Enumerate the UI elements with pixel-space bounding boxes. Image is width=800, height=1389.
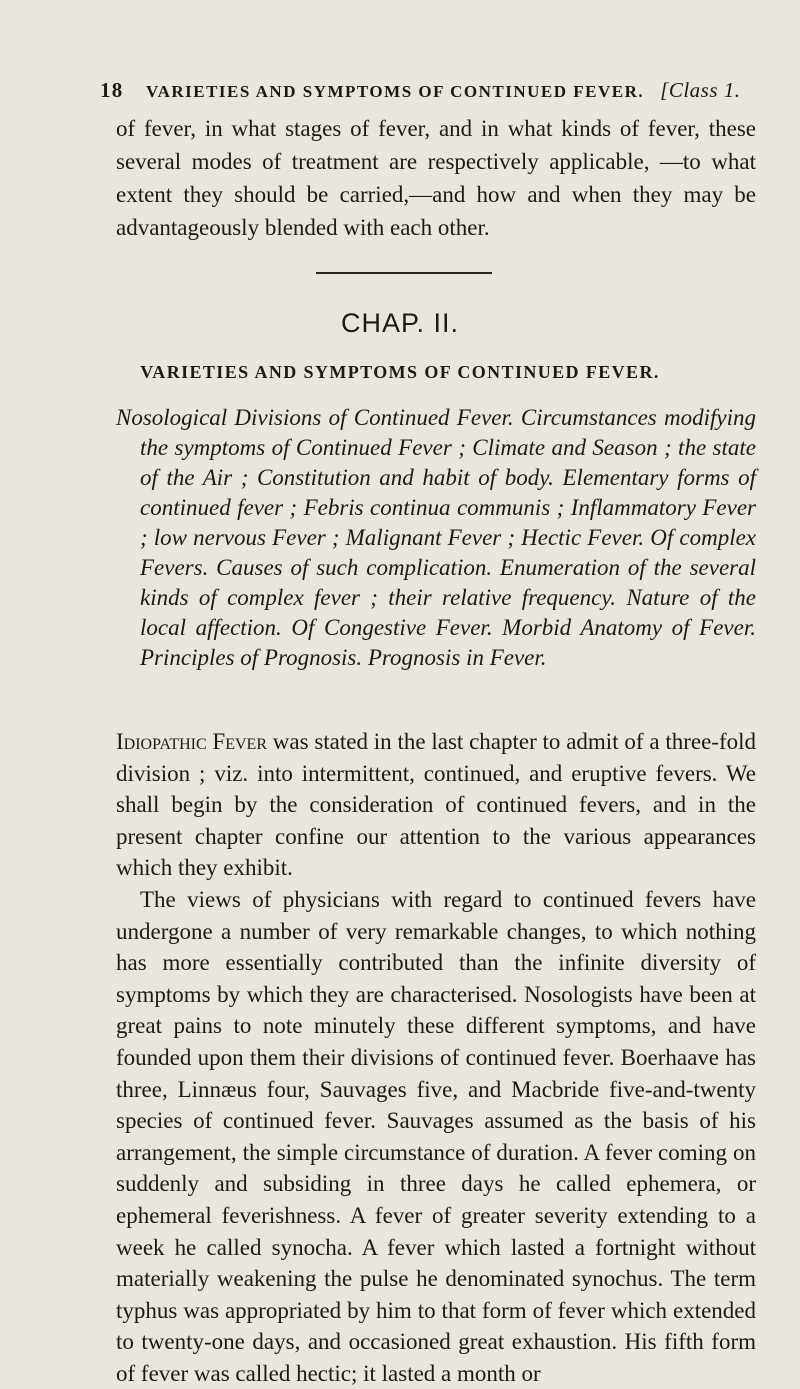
drop-lead: Idiopathic Fever xyxy=(116,729,267,754)
page-number: 18 xyxy=(100,78,124,102)
intro-paragraph: of fever, in what stages of fever, and in what kinds of fever, these several modes of treatment are respectively applicable, —to what extent they should be carried,—and how and when they may be advantageously blended with each other. xyxy=(116,116,756,240)
section-divider xyxy=(316,272,492,274)
body-paragraph-2: The views of physicians with regard to continued fevers have undergone a number of very remarkable changes, to which nothing has more essentially contributed than the infinite diversity of symptoms by which they are characterised. Nosologists have been at great pains to note minutely these different symptoms, and have founded upon them their divisions of continued fever. Boerhaave has three, Linnæus four, Sauvages five, and Macbride five-and-twenty species of continued fever. Sauvages assumed as the basis of his arrangement, the simple circumstance of duration. A fever coming on suddenly and subsiding in three days he called ephemera, or ephemeral feverishness. A fever of greater severity extending to a week he called synocha. A fever which lasted a fortnight without materially weakening the pulse he denominated synochus. The term typhus was appropriated by him to that form of fever which extended to twenty-one days, and occasioned great exhaustion. His fifth form of fever was called hectic; it lasted a month or xyxy=(116,886,756,1386)
running-title: VARIETIES AND SYMPTOMS OF CONTINUED FEVER. xyxy=(146,82,645,101)
chapter-synopsis: Nosological Divisions of Continued Fever. Circumstances modifying the symptoms of Continued Fever ; Climate and Season ; the state of the Air ; Constitution and habit of body. Elementary forms of continued fever ; Febris continua communis ; Inflammatory Fever ; low nervous Fever ; Malignant Fever ; Hectic Fever. Of complex Fevers. Causes of such complication. Enumeration of the several kinds of complex fever ; their relative frequency. Nature of the local affection. Of Congestive Fever. Morbid Anatomy of Fever. Principles of Prognosis. Prognosis in Fever. xyxy=(116,405,756,670)
running-head xyxy=(100,78,756,103)
paragraph-1-text: was stated in the last chapter to admit of a three-fold division ; viz. into intermittent, continued, and eruptive fevers. We shall begin by the consideration of continued fevers, and in the present chapter confine our attention to the various appearances which they exhibit. xyxy=(116,729,756,881)
body-paragraph-1 xyxy=(116,726,756,884)
chapter-number: CHAP. II. xyxy=(340,308,460,338)
chapter-title: VARIETIES AND SYMPTOMS OF CONTINUED FEVER. xyxy=(140,362,660,382)
running-section: [Class 1. xyxy=(660,78,741,102)
chapter-body xyxy=(116,726,756,1389)
